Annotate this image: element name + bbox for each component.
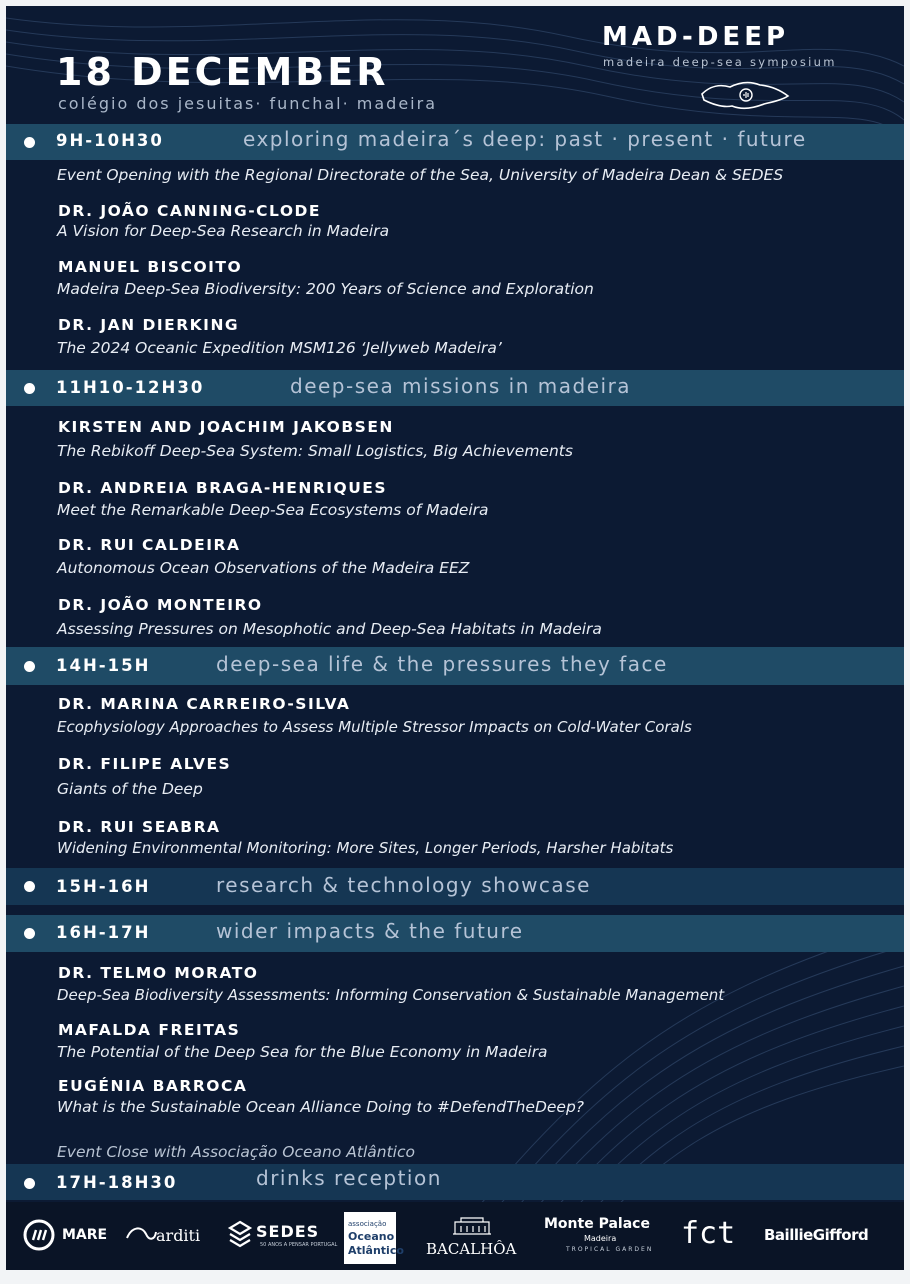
talk-title: Deep-Sea Biodiversity Assessments: Informing Conservation & Sustainable Management — [57, 986, 725, 1004]
bullet-icon — [24, 661, 35, 672]
arditi-swirl-icon — [124, 1224, 158, 1246]
speaker-name: MANUEL BISCOITO — [58, 258, 243, 276]
event-date: 18 DECEMBER — [56, 50, 389, 94]
speaker-name: DR. ANDREIA BRAGA-HENRIQUES — [58, 479, 388, 497]
speaker-name: DR. FILIPE ALVES — [58, 755, 232, 773]
sponsor-footer — [6, 1202, 904, 1270]
oceano-atlantico-logo — [344, 1212, 404, 1264]
speaker-name: KIRSTEN AND JOACHIM JAKOBSEN — [58, 418, 394, 436]
madeira-island-icon — [698, 78, 792, 114]
bullet-icon — [24, 137, 35, 148]
talk-title: The Rebikoff Deep-Sea System: Small Logistics, Big Achievements — [57, 442, 573, 460]
oceano-atlantico-line1: associação — [348, 1220, 387, 1228]
bacalhoa-logo: BACALHÔA — [426, 1240, 517, 1258]
bullet-icon — [24, 881, 35, 892]
mare-logo: MARE — [62, 1227, 108, 1243]
mare-logo-icon — [22, 1218, 56, 1252]
baillie-gifford-logo: BaillieGifford — [764, 1226, 869, 1244]
speaker-name: DR. MARINA CARREIRO-SILVA — [58, 695, 351, 713]
speaker-name: MAFALDA FREITAS — [58, 1021, 241, 1039]
talk-title: Madeira Deep-Sea Biodiversity: 200 Years of Science and Exploration — [57, 280, 594, 298]
session-title: wider impacts & the future — [216, 919, 524, 943]
talk-title: The 2024 Oceanic Expedition MSM126 ‘Jellyweb Madeira’ — [57, 339, 502, 357]
session-title: deep-sea life & the pressures they face — [216, 652, 668, 676]
talk-title: Meet the Remarkable Deep-Sea Ecosystems of Madeira — [57, 501, 489, 519]
speaker-name: DR. JOÃO CANNING-CLODE — [58, 202, 322, 220]
session-title: research & technology showcase — [216, 873, 591, 897]
bullet-icon — [24, 1178, 35, 1189]
session-time: 15H-16H — [56, 877, 151, 896]
session-closing: Event Close with Associação Oceano Atlântico — [57, 1143, 415, 1161]
arditi-logo: arditi — [156, 1226, 201, 1245]
session-title: drinks reception — [256, 1166, 442, 1190]
speaker-name: DR. RUI SEABRA — [58, 818, 221, 836]
talk-title: Giants of the Deep — [57, 780, 203, 798]
talk-title: A Vision for Deep-Sea Research in Madeira — [57, 222, 390, 240]
session-time: 9H-10H30 — [56, 131, 164, 150]
oceano-atlantico-line3: Atlântico — [348, 1244, 404, 1257]
sedes-logo: SEDES — [256, 1222, 320, 1241]
talk-title: The Potential of the Deep Sea for the Blue Economy in Madeira — [57, 1043, 548, 1061]
bullet-icon — [24, 928, 35, 939]
monte-palace-logo: Monte Palace — [544, 1216, 650, 1232]
session-title: deep-sea missions in madeira — [290, 374, 632, 398]
brand-subtitle: madeira deep-sea symposium — [603, 55, 837, 69]
talk-title: Assessing Pressures on Mesophotic and Deep-Sea Habitats in Madeira — [57, 620, 602, 638]
talk-title: Widening Environmental Monitoring: More Sites, Longer Periods, Harsher Habitats — [57, 839, 674, 857]
session-time: 11H10-12H30 — [56, 378, 205, 397]
sedes-logo-icon — [226, 1220, 254, 1248]
session-time: 14H-15H — [56, 656, 151, 675]
session-time: 17H-18H30 — [56, 1173, 178, 1192]
speaker-name: EUGÉNIA BARROCA — [58, 1077, 248, 1095]
event-venue: colégio dos jesuitas· funchal· madeira — [58, 94, 438, 113]
session-time: 16H-17H — [56, 923, 151, 942]
symposium-poster — [6, 6, 904, 1270]
speaker-name: DR. RUI CALDEIRA — [58, 536, 241, 554]
brand-title: MAD-DEEP — [602, 22, 790, 52]
talk-title: What is the Sustainable Ocean Alliance Doing to #DefendTheDeep? — [57, 1098, 585, 1116]
bullet-icon — [24, 383, 35, 394]
speaker-name: DR. JAN DIERKING — [58, 316, 240, 334]
monte-palace-tagline: TROPICAL GARDEN — [566, 1246, 654, 1253]
speaker-name: DR. JOÃO MONTEIRO — [58, 596, 263, 614]
speaker-name: DR. TELMO MORATO — [58, 964, 259, 982]
session-title: exploring madeira´s deep: past · present · future — [243, 127, 807, 151]
talk-title: Ecophysiology Approaches to Assess Multiple Stressor Impacts on Cold-Water Corals — [57, 718, 692, 736]
monte-palace-location: Madeira — [584, 1234, 617, 1243]
bacalhoa-building-icon — [451, 1214, 493, 1236]
session-intro: Event Opening with the Regional Directorate of the Sea, University of Madeira Dean & SEDES — [57, 166, 784, 184]
oceano-atlantico-line2: Oceano — [348, 1230, 395, 1243]
fct-logo: fct — [681, 1216, 736, 1251]
talk-title: Autonomous Ocean Observations of the Madeira EEZ — [57, 559, 470, 577]
sedes-tagline: 50 ANOS A PENSAR PORTUGAL — [260, 1242, 338, 1248]
